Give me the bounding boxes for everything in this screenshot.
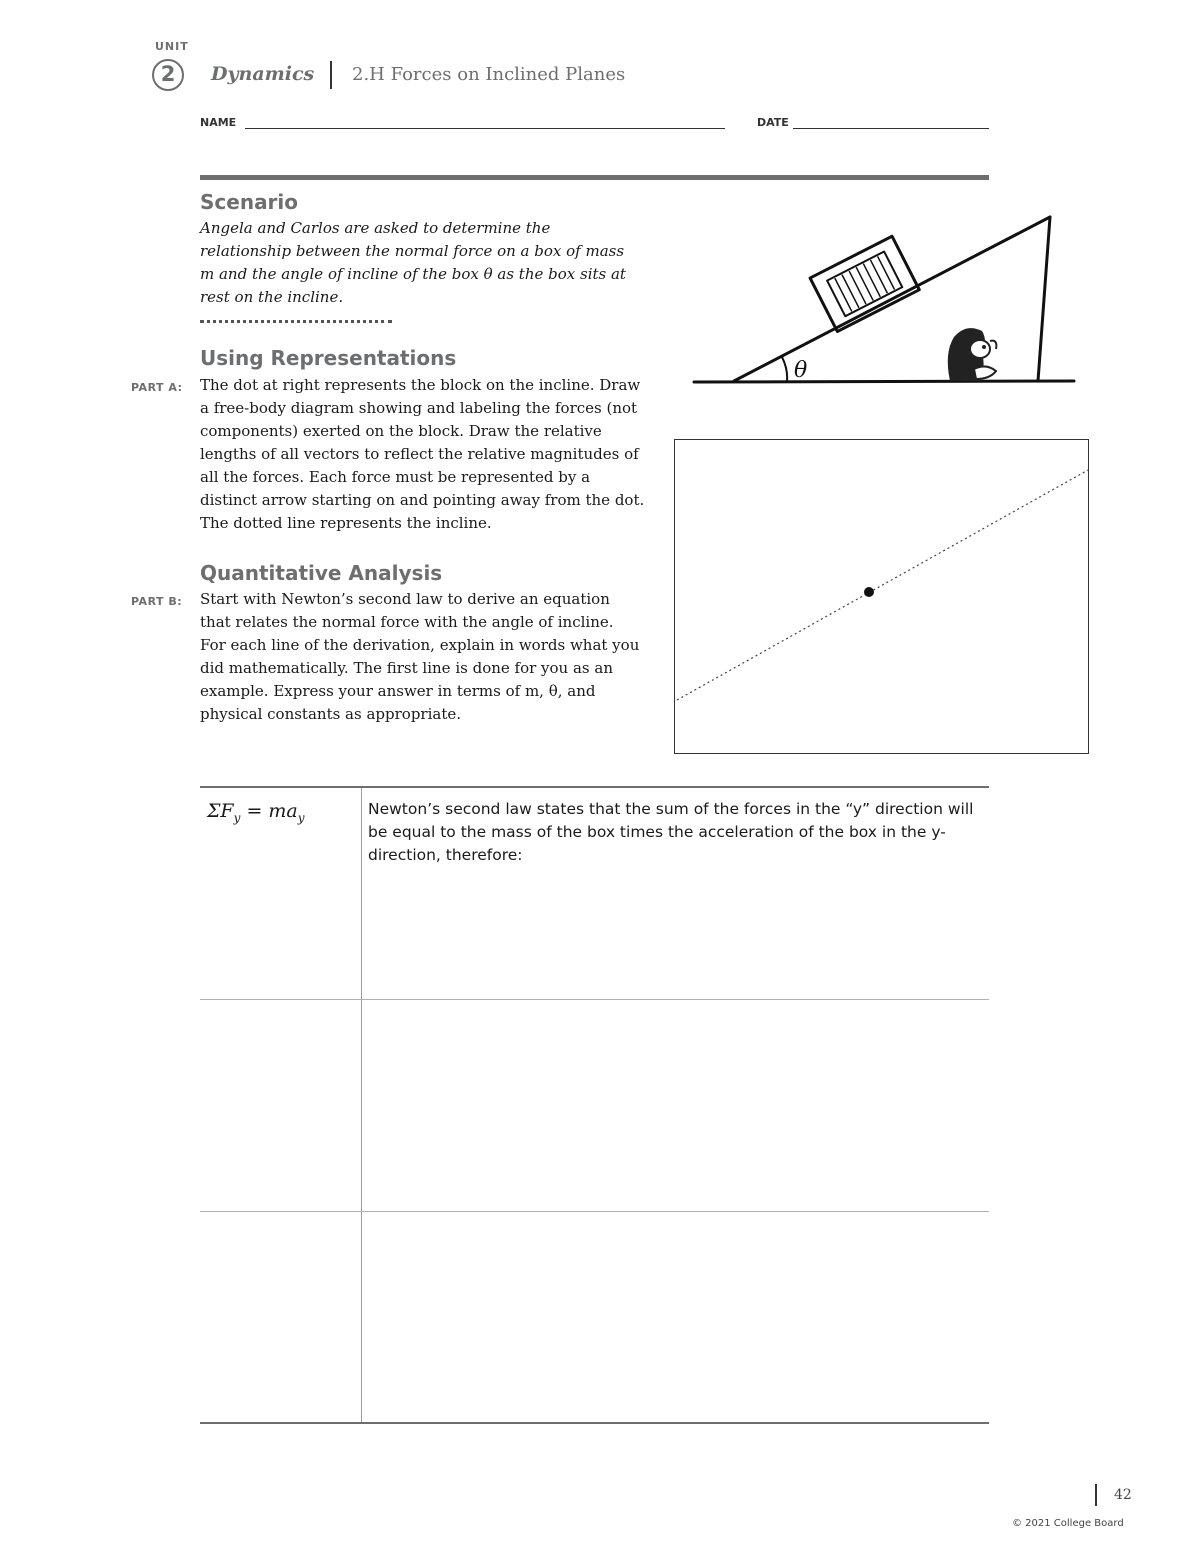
scenario-text: Angela and Carlos are asked to determine the relationship between the normal force on a box of mass m and the angle of incline of the box θ as the box sits at rest on the incline. (200, 219, 626, 306)
unit-title: Dynamics (211, 63, 315, 85)
equation-rhs: = ma (240, 800, 298, 822)
equation-lhs: ΣF (207, 800, 234, 822)
table-explanation-cell-row-2[interactable] (363, 1001, 988, 1210)
table-equation-cell-row-2[interactable] (200, 1001, 360, 1210)
free-body-diagram-canvas (675, 440, 1090, 755)
incline-illustration (690, 205, 1080, 390)
table-equation-cell-row-3[interactable] (200, 1213, 360, 1421)
table-row-separator (200, 999, 989, 1000)
table-row-separator (200, 1211, 989, 1212)
table-bottom-rule (200, 1422, 989, 1424)
unit-number-badge: 2 (152, 59, 184, 91)
equation-rhs-subscript: y (297, 810, 305, 825)
part-b-text: Start with Newton’s second law to derive an equation that relates the normal force with the angle of incline. For each line of the derivation, explain in words what you did mathematically. The first line is done for you as an example. Express your answer in terms of m, θ, and physical constants as appropriate. (200, 590, 640, 723)
character-icon (948, 328, 997, 381)
table-equation-cell (207, 800, 305, 825)
footer-divider (1095, 1484, 1097, 1506)
box-icon (810, 236, 919, 331)
free-body-diagram-area[interactable] (674, 439, 1089, 754)
part-a-label: PART A: (131, 381, 183, 394)
header-divider (330, 61, 332, 89)
table-explanation-cell-row-3[interactable] (363, 1213, 988, 1421)
copyright: © 2021 College Board (1012, 1518, 1124, 1529)
incline-dotted-line (677, 470, 1088, 700)
incline-wall (1038, 217, 1050, 381)
scenario-dotted-rule (200, 320, 392, 323)
name-label: NAME (200, 116, 237, 129)
part-a-text: The dot at right represents the block on the incline. Draw a free-body diagram showing and labeling the forces (not components) exerted on the block. Draw the relative lengths of all vectors to reflect the relative magnitudes of all the forces. Each force must be represented by a distinct arrow starting on and pointing away from the dot. The dotted line represents the incline. (200, 376, 645, 532)
page-number: 42 (1114, 1487, 1132, 1503)
using-representations-heading: Using Representations (200, 346, 457, 370)
date-field[interactable] (793, 128, 989, 129)
ground-line (694, 381, 1074, 382)
table-top-rule (200, 786, 989, 788)
lesson-title: 2.H Forces on Inclined Planes (352, 64, 626, 85)
header-rule (200, 175, 989, 180)
equation-lhs-subscript: y (233, 810, 241, 825)
angle-arc (782, 357, 787, 381)
part-b-label: PART B: (131, 595, 183, 608)
unit-label: UNIT (155, 40, 189, 53)
table-explanation-cell: Newton’s second law states that the sum of the forces in the “y” direction will be equal to the mass of the box times the acceleration of the box in the y-direction, therefore: (368, 800, 974, 864)
table-column-divider (361, 788, 362, 1422)
block-dot (864, 587, 874, 597)
scenario-heading: Scenario (200, 190, 299, 214)
angle-theta-label: θ (794, 358, 808, 383)
date-label: DATE (757, 116, 789, 129)
quantitative-analysis-heading: Quantitative Analysis (200, 561, 443, 585)
name-field[interactable] (245, 128, 725, 129)
